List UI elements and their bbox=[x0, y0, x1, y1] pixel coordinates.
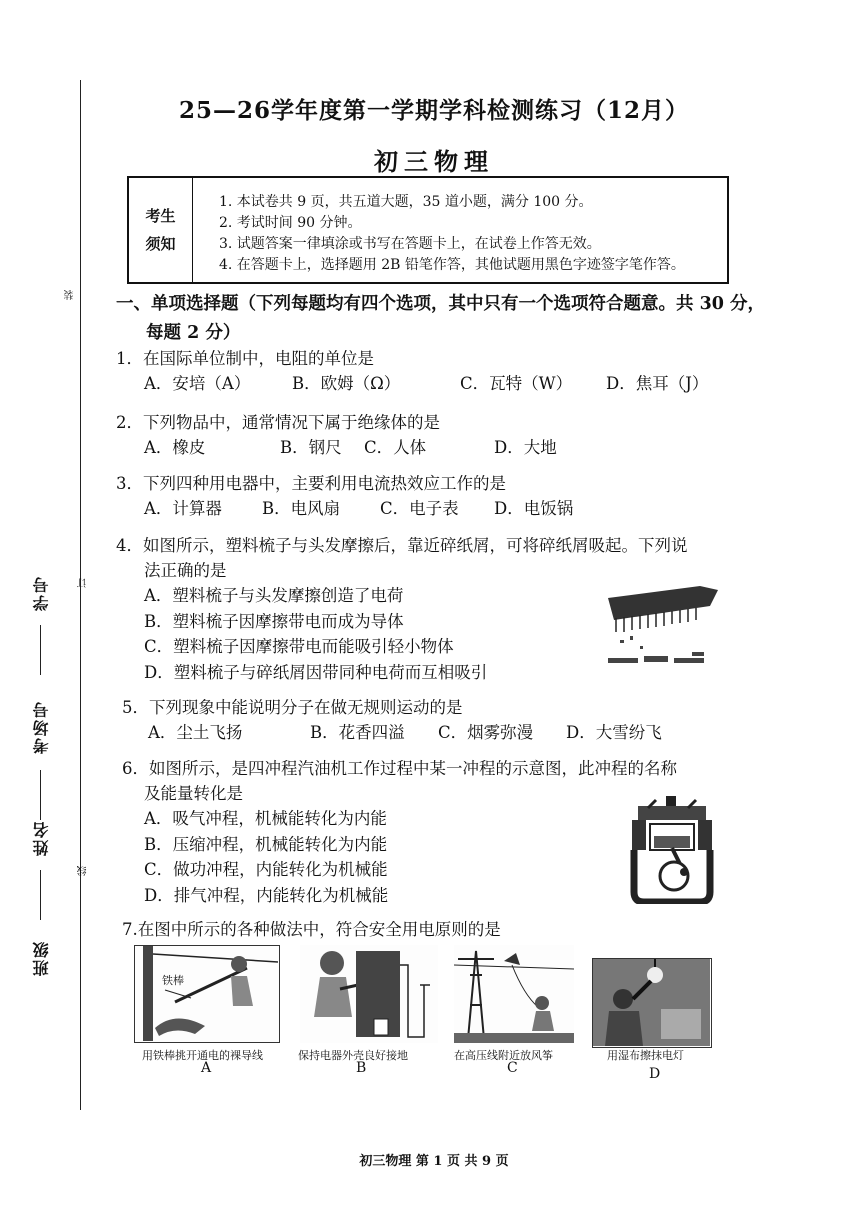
option-b[interactable]: B．塑料梳子因摩擦带电而成为导体 bbox=[144, 611, 404, 631]
exam-subtitle: 初三物理 bbox=[374, 147, 494, 176]
section-heading-line2: 每题 2 分） bbox=[146, 323, 241, 343]
section-heading-line1: 一、单项选择题（下列每题均有四个选项，其中只有一个选项符合题意。共 30 分， bbox=[116, 294, 766, 314]
option-c[interactable]: C．塑料梳子因摩擦带电而能吸引轻小物体 bbox=[144, 637, 454, 656]
option-a[interactable]: A．塑料梳子与头发摩擦创造了电荷 bbox=[144, 586, 404, 605]
notice-box bbox=[127, 176, 729, 284]
option-b[interactable]: B．压缩冲程，机械能转化为内能 bbox=[144, 834, 388, 854]
seal-char-2: 订 bbox=[78, 578, 89, 588]
binding-line bbox=[80, 80, 81, 1110]
section-heading bbox=[116, 290, 766, 348]
picture-b[interactable] bbox=[300, 945, 438, 1043]
notice-label-line1: 考生 bbox=[145, 207, 176, 225]
picture-c-letter[interactable]: C bbox=[507, 1060, 518, 1076]
option-d[interactable]: D．电饭锅 bbox=[494, 499, 574, 518]
option-d[interactable]: D．排气冲程，内能转化为机械能 bbox=[144, 885, 389, 905]
notice-item: 3. 试题答案一律填涂或书写在答题卡上，在试卷上作答无效。 bbox=[219, 236, 601, 252]
option-row bbox=[116, 371, 756, 398]
question-5 bbox=[116, 695, 756, 747]
option-d[interactable]: D．大地 bbox=[494, 438, 557, 457]
option-c[interactable]: C．做功冲程，内能转化为机械能 bbox=[144, 860, 388, 879]
name-label: 姓名 bbox=[32, 820, 51, 856]
option-a[interactable]: A．尘土飞扬 bbox=[148, 723, 243, 742]
question-stem: 6．如图所示，是四冲程汽油机工作过程中某一冲程的示意图，此冲程的名称 bbox=[122, 759, 677, 778]
question-stem-cont: 及能量转化是 bbox=[144, 784, 243, 803]
picture-a-tag: 铁棒 bbox=[162, 974, 184, 987]
option-c[interactable]: C．电子表 bbox=[380, 499, 459, 518]
student-id-label: 学号 bbox=[32, 575, 51, 611]
exam-room-blank[interactable] bbox=[40, 770, 41, 820]
option-c[interactable]: C．人体 bbox=[364, 438, 427, 457]
option-c[interactable]: C．烟雾弥漫 bbox=[438, 723, 534, 742]
picture-d-letter[interactable]: D bbox=[649, 1066, 661, 1082]
option-b[interactable]: B．欧姆（Ω） bbox=[292, 374, 401, 393]
comb-paper-figure bbox=[600, 580, 722, 672]
option-b[interactable]: B．电风扇 bbox=[262, 499, 341, 518]
picture-d[interactable] bbox=[592, 958, 712, 1048]
option-a[interactable]: A．计算器 bbox=[144, 499, 222, 518]
option-b[interactable]: B．花香四溢 bbox=[310, 723, 405, 742]
question-1 bbox=[116, 346, 756, 398]
exam-room-label: 考场号 bbox=[32, 700, 51, 754]
picture-c-caption: 在高压线附近放风筝 bbox=[454, 1049, 553, 1062]
option-a[interactable]: A．橡皮 bbox=[144, 438, 206, 457]
question-stem: 4．如图所示，塑料梳子与头发摩擦后，靠近碎纸屑，可将碎纸屑吸起。下列说 bbox=[116, 536, 688, 555]
exam-title: 25—26学年度第一学期学科检测练习（12月） bbox=[178, 97, 690, 124]
option-a[interactable]: A．安培（A） bbox=[144, 374, 251, 393]
notice-label-line2: 须知 bbox=[145, 235, 176, 253]
question-stem-cont: 法正确的是 bbox=[144, 561, 227, 580]
question-stem: 1．在国际单位制中，电阻的单位是 bbox=[116, 349, 374, 368]
question-3 bbox=[116, 471, 756, 523]
picture-a-caption: 用铁棒挑开通电的裸导线 bbox=[142, 1049, 263, 1062]
question-stem: 5．下列现象中能说明分子在做无规则运动的是 bbox=[122, 698, 463, 717]
page-footer: 初三物理 第 1 页 共 9 页 bbox=[359, 1154, 509, 1169]
option-b[interactable]: B．钢尺 bbox=[280, 438, 342, 457]
seal-char-1: 装 bbox=[65, 290, 76, 300]
question-stem: 2．下列物品中，通常情况下属于绝缘体的是 bbox=[116, 413, 440, 432]
picture-b-letter[interactable]: B bbox=[356, 1060, 367, 1076]
option-c[interactable]: C．瓦特（W） bbox=[460, 374, 573, 393]
option-row bbox=[116, 435, 756, 462]
question-stem: 7.在图中所示的各种做法中，符合安全用电原则的是 bbox=[122, 920, 501, 939]
picture-d-caption: 用湿布擦抹电灯 bbox=[607, 1049, 684, 1062]
notice-item: 4. 在答题卡上，选择题用 2B 铅笔作答，其他试题用黑色字迹签字笔作答。 bbox=[219, 257, 685, 273]
option-d[interactable]: D．焦耳（J） bbox=[606, 374, 709, 393]
option-d[interactable]: D．大雪纷飞 bbox=[566, 723, 662, 742]
picture-c[interactable] bbox=[454, 945, 574, 1043]
question-7 bbox=[116, 917, 756, 942]
class-label: 班级 bbox=[32, 940, 51, 976]
picture-a[interactable] bbox=[134, 945, 280, 1043]
picture-b-caption: 保持电器外壳良好接地 bbox=[298, 1049, 408, 1062]
seal-char-3: 线 bbox=[78, 866, 89, 876]
student-id-blank[interactable] bbox=[40, 625, 41, 675]
notice-label bbox=[129, 178, 193, 282]
notice-item: 1. 本试卷共 9 页，共五道大题，35 道小题，满分 100 分。 bbox=[219, 194, 593, 210]
question-stem: 3．下列四种用电器中，主要利用电流热效应工作的是 bbox=[116, 474, 506, 493]
option-row bbox=[116, 720, 756, 747]
name-blank[interactable] bbox=[40, 870, 41, 920]
notice-items bbox=[219, 192, 685, 276]
picture-a-letter[interactable]: A bbox=[201, 1060, 212, 1076]
option-row bbox=[116, 496, 756, 523]
option-d[interactable]: D．塑料梳子与碎纸屑因带同种电荷而互相吸引 bbox=[144, 662, 488, 682]
question-2 bbox=[116, 410, 756, 462]
option-a[interactable]: A．吸气冲程，机械能转化为内能 bbox=[144, 809, 387, 828]
engine-figure bbox=[628, 796, 716, 904]
notice-item: 2. 考试时间 90 分钟。 bbox=[219, 215, 362, 231]
